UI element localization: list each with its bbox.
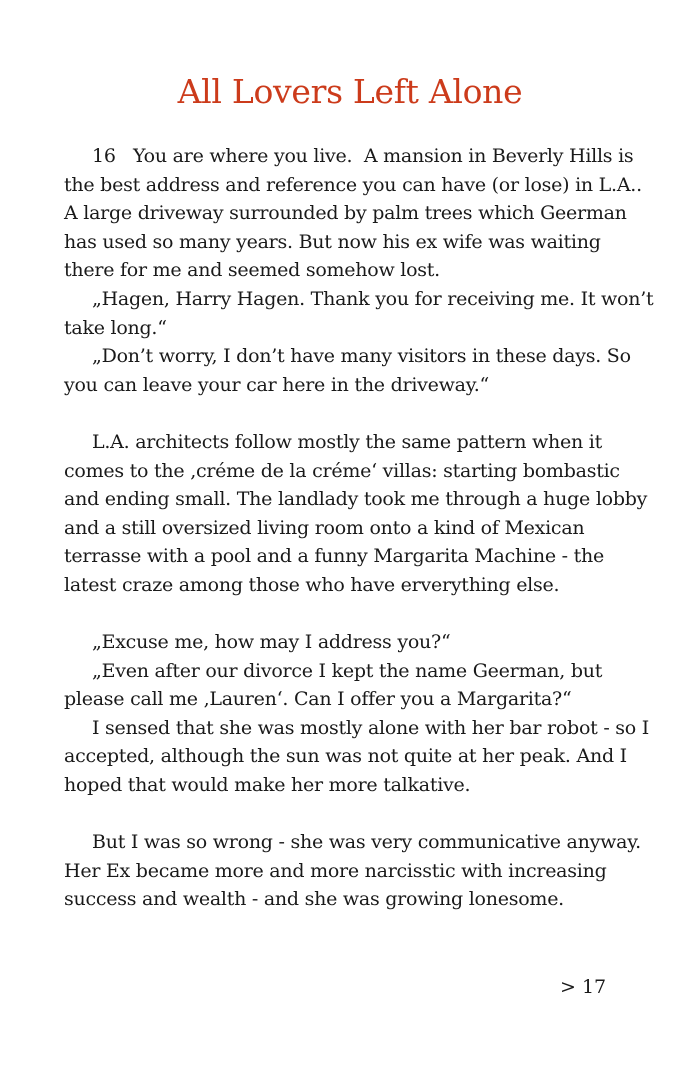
section-gap — [64, 399, 654, 428]
section-2 — [64, 428, 654, 600]
paragraph: „Hagen, Harry Hagen. Thank you for receiving me. It won’t take long.“ — [64, 287, 660, 339]
chapter-title: All Lovers Left Alone — [177, 72, 523, 111]
next-page-reference: > 17 — [560, 976, 607, 998]
paragraph: But I was so wrong - she was very communicative anyway. Her Ex became more and more narcisstic with increasing success and wealth - and she was growing lonesome. — [64, 831, 647, 911]
paragraph: L.A. architects follow mostly the same pattern when it comes to the ‚créme de la créme‘ villas: starting bombastic and ending small. The landlady took me through a huge lobby and a still oversized living room onto a kind of Mexican terrasse with a pool and a funny Margarita Machine - the latest craze among those who have erverything else. — [64, 430, 653, 596]
paragraph: „Excuse me, how may I address you?“ — [92, 631, 451, 654]
chapter-body — [64, 142, 660, 914]
section-gap — [64, 800, 654, 829]
paragraph: I sensed that she was mostly alone with her bar robot - so I accepted, although the sun was not quite at her peak. And I hoped that would make her more talkative. — [64, 716, 655, 797]
section-1 — [64, 142, 660, 399]
paragraph: „Don’t worry, I don’t have many visitors in these days. So you can leave your car here in the driveway.“ — [64, 345, 637, 396]
paragraph: „Even after our divorce I kept the name Geerman, but please call me ‚Lauren‘. Can I offer you a Margarita?“ — [64, 659, 608, 711]
paragraph: 16 You are where you live. A mansion in Beverly Hills is the best address and reference you can have (or lose) in L.A.. A large driveway surrounded by palm trees which Geerman has used so many years. But now his ex wife was waiting there for me and seemed somehow lost. — [64, 145, 648, 282]
section-4 — [64, 828, 654, 914]
section-3 — [64, 628, 654, 800]
section-gap — [64, 600, 654, 629]
